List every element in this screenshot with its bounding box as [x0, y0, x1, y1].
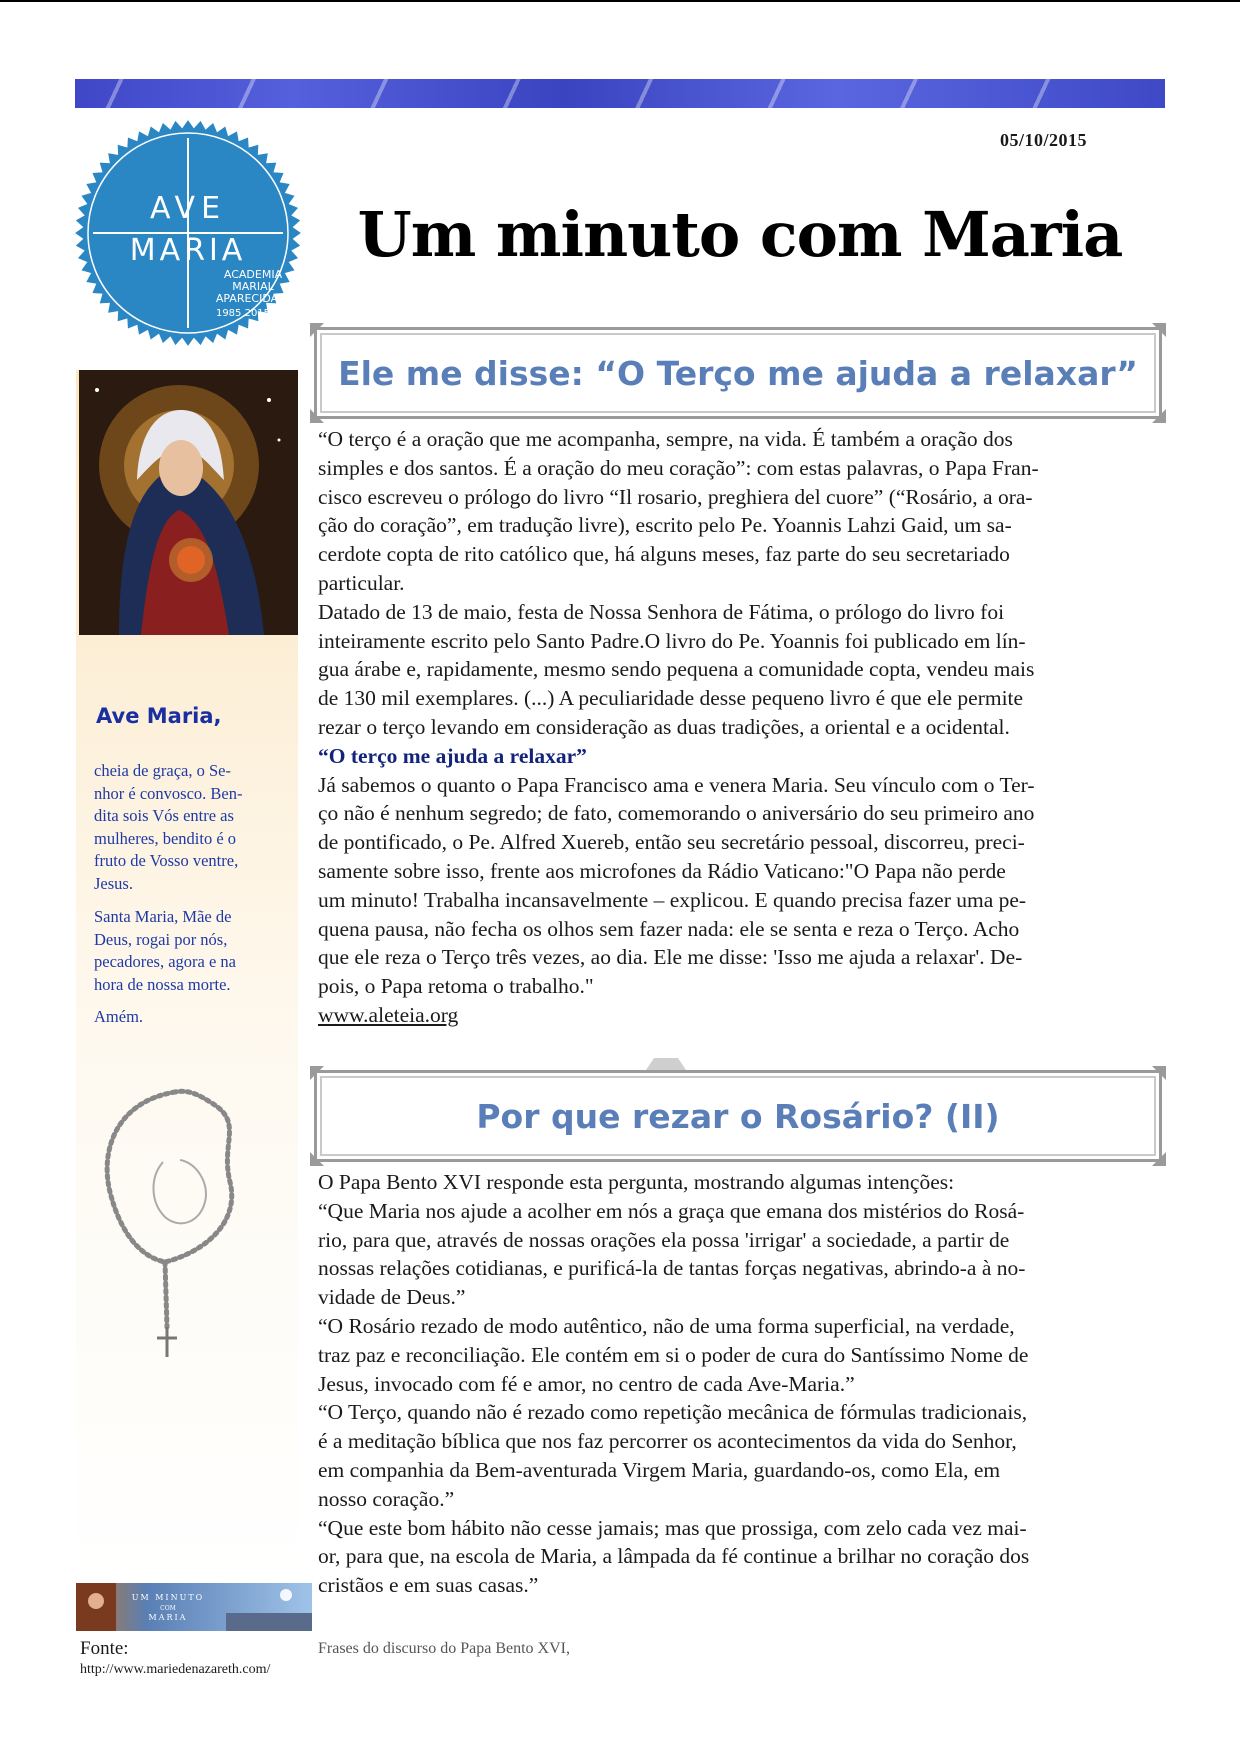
body-line: O Papa Bento XVI responde esta pergunta, mostrando algumas intenções: [318, 1170, 955, 1194]
body-line: vidade de Deus.” [318, 1285, 466, 1310]
body-line: or, para que, na escola de Maria, a lâmpada da fé continue a brilhar no coração dos [318, 1544, 1030, 1569]
body-line: traz paz e reconciliação. Ele contém em si o poder de cura do Santíssimo Nome de [318, 1342, 1029, 1367]
thumb-text-2: COM [160, 1605, 176, 1612]
article-2-heading: Por que rezar o Rosário? (II) [476, 1096, 1000, 1136]
body-line: particular. [318, 570, 405, 595]
page-top-rule [0, 0, 1240, 2]
ave-maria-logo [75, 120, 301, 346]
logo-years: 1985 2015 [215, 308, 271, 319]
thumb-text-3: MARIA [148, 1613, 188, 1622]
body-line: nosso coração.” [318, 1486, 455, 1511]
logo-badge [76, 121, 300, 345]
prayer-line: mulheres, bendito é o [94, 828, 237, 848]
prayer-line: Santa Maria, Mãe de [94, 907, 232, 926]
body-line: “Que este bom hábito não cesse jamais; mas que prossiga, com zelo cada vez mai- [318, 1515, 1027, 1540]
article-2-footnote: Frases do discurso do Papa Bento XVI, [318, 1640, 570, 1657]
body-line: “O Terço, quando não é rezado como repetição mecânica de fórmulas tradicionais, [318, 1400, 1028, 1425]
issue-date: 05/10/2015 [1000, 130, 1088, 150]
article-1-subheading: “O terço me ajuda a relaxar” [318, 743, 587, 768]
body-line: nossas relações cotidianas, e purificá-la de tantas forças negativas, abrindo-a à no- [318, 1256, 1026, 1281]
prayer-line: nhor é convosco. Ben- [94, 783, 243, 803]
prayer-line: dita sois Vós entre as [94, 806, 234, 825]
prayer-line: hora de nossa morte. [94, 974, 231, 994]
body-line: um minuto! Trabalha incansavelmente – explicou. E quando precisa fazer uma pe- [318, 887, 1027, 912]
prayer-paragraph-1 [94, 760, 284, 895]
article-1-body [318, 425, 1158, 1030]
body-line: de pontificado, o Pe. Alfred Xuereb, então seu secretário pessoal, discorreu, preci- [318, 830, 1025, 855]
logo-org-1: ACADEMIA [223, 268, 283, 281]
body-line: rio, para que, através de nossas orações ela possa 'irrigar' a sociedade, a partir de [318, 1227, 1010, 1252]
body-line: quena pausa, não fecha os olhos sem fazer nada: ele se senta e reza o Terço. Acho [318, 916, 1020, 941]
logo-text-ave: AVE [149, 191, 227, 226]
page-title: Um minuto com Maria [357, 198, 1123, 271]
source-link[interactable]: www.aleteia.org [318, 1002, 459, 1027]
sidebar-prayer-heading: Ave Maria, [96, 704, 222, 728]
logo-org-2: MARIAL [232, 280, 274, 293]
article-2-body [318, 1168, 1158, 1600]
body-line: ço não é nenhum segredo; de fato, comemorando o aniversário do seu primeiro ano [318, 801, 1035, 826]
rosary-illustration [95, 1082, 255, 1362]
prayer-line: fruto de Vosso ventre, [94, 851, 239, 870]
body-line: Já sabemos o quanto o Papa Francisco ama e venera Maria. Seu vínculo com o Ter- [318, 772, 1035, 797]
body-line: Datado de 13 de maio, festa de Nossa Senhora de Fátima, o prólogo do livro foi [318, 599, 1005, 624]
body-line: cristãos e em suas casas.” [318, 1573, 539, 1598]
logo-org-3: APARECIDA [215, 292, 279, 305]
body-line: cisco escreveu o prólogo do livro “Il rosario, preghiera del cuore” (“Rosário, a ora- [318, 484, 1033, 509]
body-line: pois, o Papa retoma o trabalho." [318, 974, 594, 999]
prayer-paragraph-2 [94, 906, 284, 996]
prayer-line: cheia de graça, o Se- [94, 761, 231, 780]
body-line: cerdote copta de rito católico que, há alguns meses, faz parte do seu secretariado [318, 542, 1010, 567]
section-divider [646, 1058, 686, 1070]
body-line: “O Rosário rezado de modo autêntico, não de uma forma superficial, na verdade, [318, 1313, 1015, 1338]
virgin-mary-image [79, 370, 298, 635]
body-line: “Que Maria nos ajude a acolher em nós a graça que emana dos mistérios do Rosá- [318, 1198, 1025, 1223]
body-line: gua árabe e, rapidamente, mesmo sendo pequena a comunidade copta, vendeu mais [318, 657, 1035, 682]
body-line: Jesus, invocado com fé e amor, no centro de cada Ave-Maria.” [318, 1371, 855, 1396]
body-line: samente sobre isso, frente aos microfones da Rádio Vaticano:"O Papa não perde [318, 858, 1006, 883]
article-1-heading: Ele me disse: “O Terço me ajuda a relaxar” [338, 353, 1138, 393]
header-banner [75, 79, 1165, 108]
prayer-line: Jesus. [94, 873, 133, 893]
body-line: ção do coração”, em tradução livre), escrito pelo Pe. Yoannis Lahzi Gaid, um sa- [318, 513, 1012, 538]
source-url: http://www.mariedenazareth.com/ [80, 1662, 271, 1677]
body-line: rezar o terço levando em consideração as duas tradições, a oriental e a ocidental. [318, 714, 1010, 739]
body-line: simples e dos santos. É a oração do meu coração”: com estas palavras, o Papa Fran- [318, 455, 1039, 480]
um-minuto-com-maria-thumbnail [76, 1583, 312, 1631]
prayer-line: Deus, rogai por nós, [94, 929, 228, 949]
body-line: de 130 mil exemplares. (...) A peculiaridade desse pequeno livro é que ele permite [318, 686, 1024, 711]
source-label: Fonte: [80, 1638, 129, 1659]
thumb-text-1: UM MINUTO [131, 1593, 205, 1602]
body-line: inteiramente escrito pelo Santo Padre.O livro do Pe. Yoannis foi publicado em lín- [318, 628, 1026, 653]
body-line: que ele reza o Terço três vezes, ao dia. Ele me disse: 'Isso me ajuda a relaxar'. De- [318, 945, 1023, 970]
body-line: em companhia da Bem-aventurada Virgem Maria, guardando-os, como Ela, em [318, 1457, 1001, 1482]
body-line: é a meditação bíblica que nos faz percorrer os acontecimentos da vida do Senhor, [318, 1429, 1017, 1454]
prayer-line: pecadores, agora e na [94, 952, 236, 971]
prayer-amen: Amém. [94, 1007, 144, 1026]
body-line: “O terço é a oração que me acompanha, sempre, na vida. É também a oração dos [318, 427, 1013, 451]
logo-text-maria: MARIA [129, 233, 247, 268]
article-1-heading-box [314, 327, 1162, 419]
article-2-heading-box [314, 1070, 1162, 1162]
